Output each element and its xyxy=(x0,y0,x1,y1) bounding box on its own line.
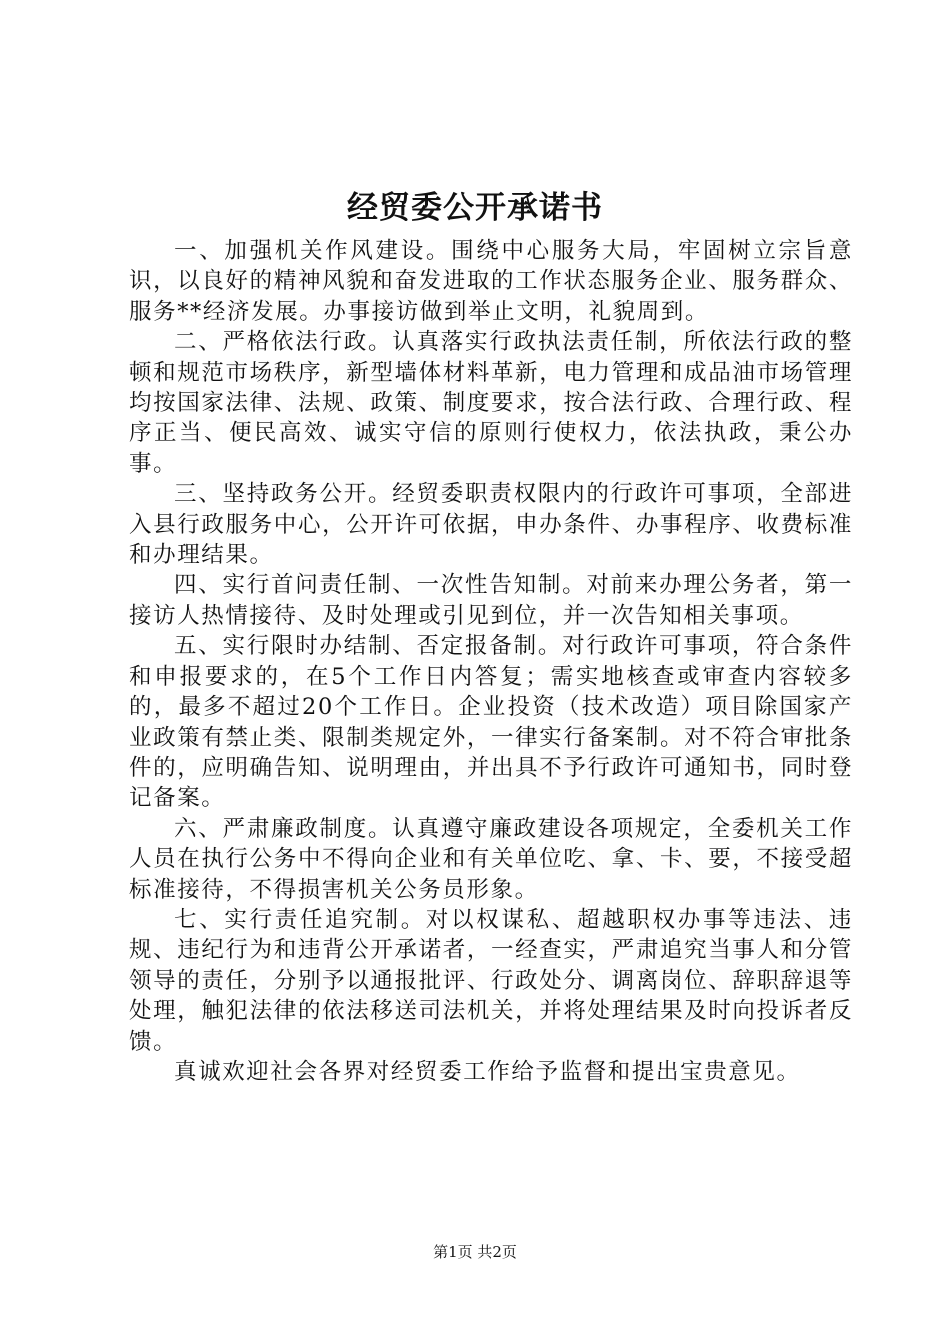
document-title: 经贸委公开承诺书 xyxy=(347,190,603,226)
document-body xyxy=(129,236,853,1087)
paragraph-5: 五、实行限时办结制、否定报备制。对行政许可事项，符合条件和申报要求的，在5个工作日内答复；需实地核查或审查内容较多的，最多不超过20个工作日。企业投资（技术改造）项目除国家产业政策有禁止类、限制类规定外，一律实行备案制。对不符合审批条件的，应明确告知、说明理由，并出具不予行政许可通知书，同时登记备案。 xyxy=(129,633,853,812)
paragraph-6: 六、严肃廉政制度。认真遵守廉政建设各项规定，全委机关工作人员在执行公务中不得向企业和有关单位吃、拿、卡、要，不接受超标准接待，不得损害机关公务员形象。 xyxy=(129,815,853,903)
paragraph-7: 七、实行责任追究制。对以权谋私、超越职权办事等违法、违规、违纪行为和违背公开承诺者，一经查实，严肃追究当事人和分管领导的责任，分别予以通报批评、行政处分、调离岗位、辞职辞退等处理，触犯法律的依法移送司法机关，并将处理结果及时向投诉者反馈。 xyxy=(129,906,853,1055)
paragraph-2: 二、严格依法行政。认真落实行政执法责任制，所依法行政的整顿和规范市场秩序，新型墙体材料革新，电力管理和成品油市场管理均按国家法律、法规、政策、制度要求，按合法行政、合理行政、程序正当、便民高效、诚实守信的原则行使权力，依法执政，秉公办事。 xyxy=(129,329,853,477)
paragraph-8: 真诚欢迎社会各界对经贸委工作给予监督和提出宝贵意见。 xyxy=(174,1058,801,1085)
page-footer: 第1页 共2页 xyxy=(433,1243,517,1261)
paragraph-1: 一、加强机关作风建设。围绕中心服务大局，牢固树立宗旨意识，以良好的精神风貌和奋发进取的工作状态服务企业、服务群众、服务**经济发展。办事接访做到举止文明，礼貌周到。 xyxy=(129,238,853,325)
paragraph-4: 四、实行首问责任制、一次性告知制。对前来办理公务者，第一接访人热情接待、及时处理或引见到位，并一次告知相关事项。 xyxy=(129,572,853,629)
paragraph-3: 三、坚持政务公开。经贸委职责权限内的行政许可事项，全部进入县行政服务中心，公开许可依据，申办条件、办事程序、收费标准和办理结果。 xyxy=(129,481,853,569)
